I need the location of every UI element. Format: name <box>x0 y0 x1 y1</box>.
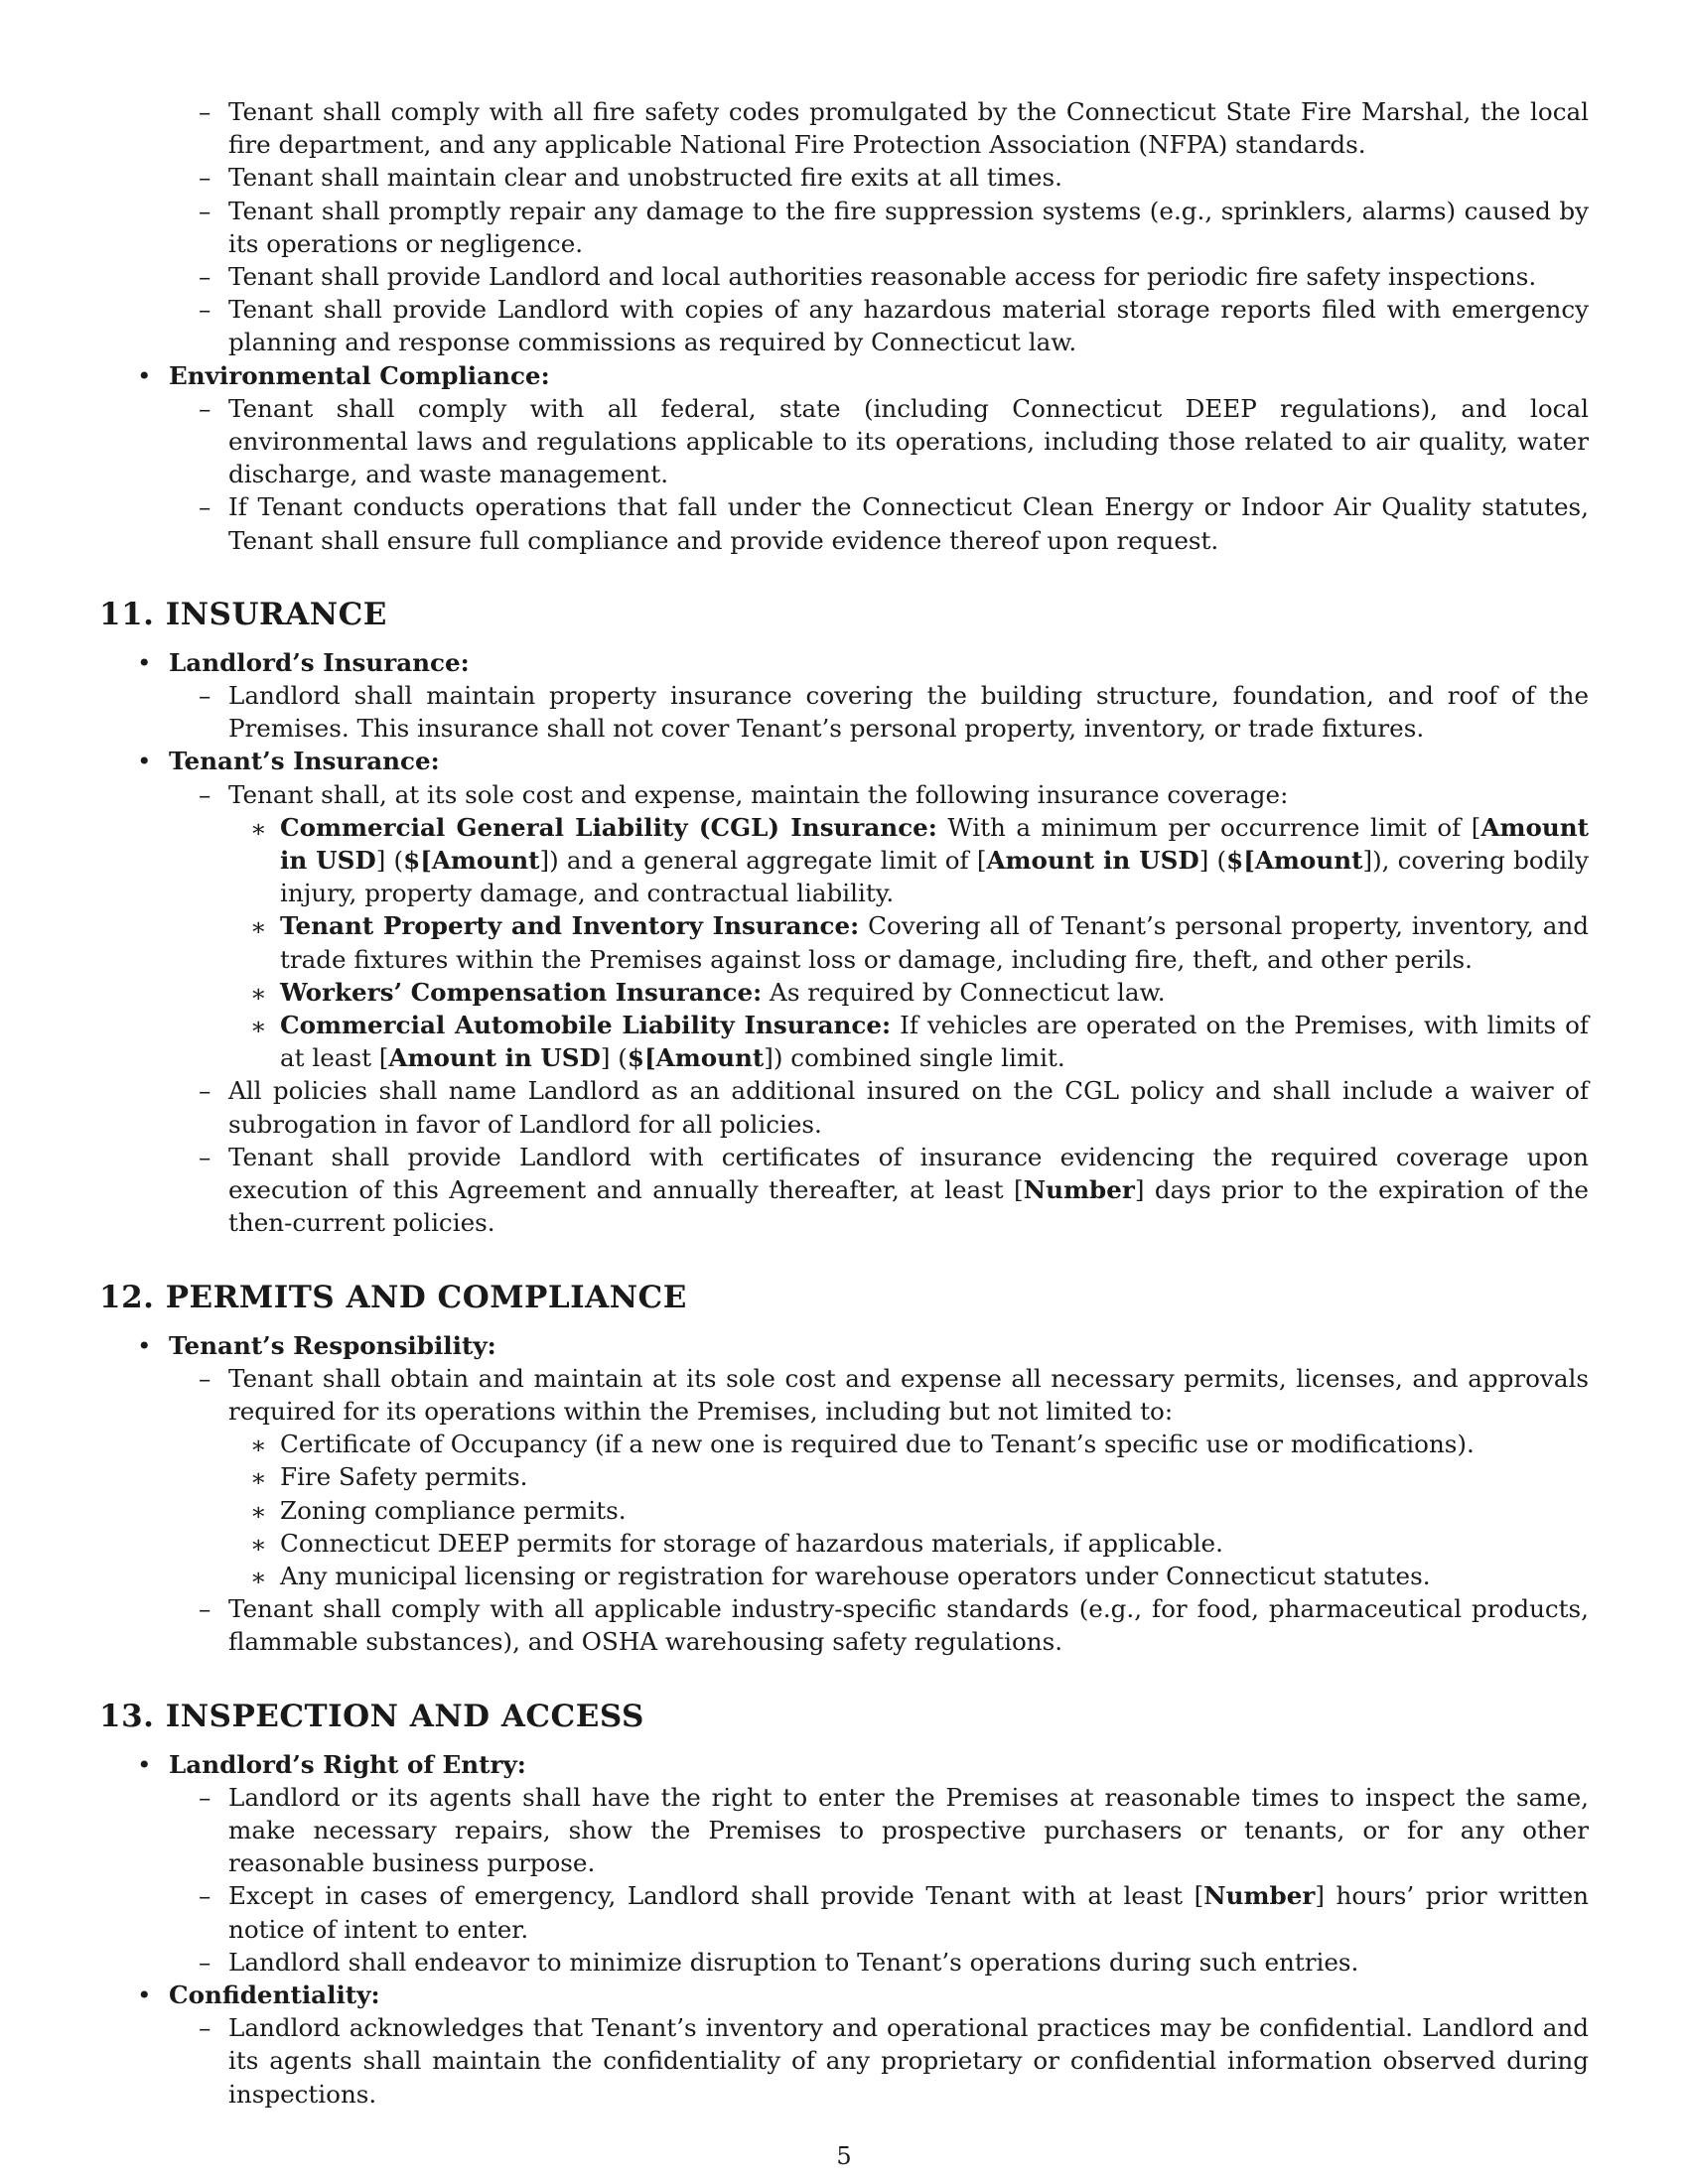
confidentiality-item: – Landlord acknowledges that Tenant’s inventory and operational practices may be confidential. Landlord and its agents shall maintain the confidentiality of any proprietary or confidential information observed during inspections. <box>99 2011 1589 2111</box>
section-13-title: 13. INSPECTION AND ACCESS <box>99 1698 644 1734</box>
notice-item: – Except in cases of emergency, Landlord shall provide Tenant with at least [Number] hours’ prior written notice of intent to enter. <box>99 1879 1589 1945</box>
permits-intro: – Tenant shall obtain and maintain at its sole cost and expense all necessary permits, licenses, and approvals required for its operations within the Premises, including but not limited to: <box>99 1362 1589 1428</box>
landlord-insurance-item: – Landlord shall maintain property insurance covering the building structure, foundation, and roof of the Premises. This insurance shall not cover Tenant’s personal property, inventory, or trade fixtures. <box>99 679 1589 745</box>
tenant-property-label: Tenant Property and Inventory Insurance: <box>280 911 860 941</box>
tenant-insurance-heading: • Tenant’s Insurance: <box>99 745 1589 777</box>
env-item: – Tenant shall comply with all federal, state (including Connecticut DEEP regulations), and local environmental laws and regulations applicable to its operations, including those related to air quality, water discharge, and waste management. <box>99 392 1589 491</box>
fire-item: – Tenant shall promptly repair any damage to the fire suppression systems (e.g., sprinklers, alarms) caused by its operations or negligence. <box>99 195 1589 260</box>
auto-liability-label: Commercial Automobile Liability Insurance: <box>280 1011 892 1040</box>
fire-item: – Tenant shall maintain clear and unobstructed fire exits at all times. <box>99 161 1589 194</box>
entry-item: – Landlord or its agents shall have the right to enter the Premises at reasonable times to inspect the same, make necessary repairs, show the Premises to prospective purchasers or tenants, or for any other reasonable business purpose. <box>99 1781 1589 1880</box>
policies-item: – All policies shall name Landlord as an additional insured on the CGL policy and shall include a waiver of subrogation in favor of Landlord for all policies. <box>99 1074 1589 1140</box>
fire-item: – Tenant shall provide Landlord and local authorities reasonable access for periodic fire safety inspections. <box>99 260 1589 293</box>
cgl-label: Commercial General Liability (CGL) Insurance: <box>280 812 937 842</box>
permit-item: ∗ Connecticut DEEP permits for storage of hazardous materials, if applicable. <box>99 1527 1589 1560</box>
cgl-item: ∗ Commercial General Liability (CGL) Insurance: With a minimum per occurrence limit of [Amount in USD] ($[Amount]) and a general aggregate limit of [Amount in USD] ($[Amount]), covering bodily injury, property damage, and contractual liability. <box>99 811 1589 910</box>
landlord-insurance-heading: • Landlord’s Insurance: <box>99 646 1589 679</box>
standards-item: – Tenant shall comply with all applicable industry-specific standards (e.g., for food, pharmaceutical products, flammable substances), and OSHA warehousing safety regulations. <box>99 1592 1589 1658</box>
permit-item: ∗ Zoning compliance permits. <box>99 1494 1589 1527</box>
workers-comp-label: Workers’ Compensation Insurance: <box>280 977 763 1007</box>
tenant-responsibility-heading: • Tenant’s Responsibility: <box>99 1329 1589 1362</box>
page-number: 5 <box>836 2142 852 2170</box>
tenant-insurance-intro: – Tenant shall, at its sole cost and expense, maintain the following insurance coverage: <box>99 778 1589 811</box>
certificates-item: – Tenant shall provide Landlord with certificates of insurance evidencing the required coverage upon execution of this Agreement and annually thereafter, at least [Number] days prior to the expiration of the then-current policies. <box>99 1141 1589 1240</box>
fire-item: – Tenant shall comply with all fire safety codes promulgated by the Connecticut State Fire Marshal, the local fire department, and any applicable National Fire Protection Association (NFPA) standards. <box>99 95 1589 161</box>
permit-item: ∗ Certificate of Occupancy (if a new one is required due to Tenant’s specific use or modifications). <box>99 1428 1589 1460</box>
confidentiality-heading: • Confidentiality: <box>99 1979 1589 2011</box>
fire-item: – Tenant shall provide Landlord with copies of any hazardous material storage reports filed with emergency planning and response commissions as required by Connecticut law. <box>99 293 1589 358</box>
workers-comp-item: ∗ Workers’ Compensation Insurance: As required by Connecticut law. <box>99 976 1589 1009</box>
env-item: – If Tenant conducts operations that fall under the Connecticut Clean Energy or Indoor Air Quality statutes, Tenant shall ensure full compliance and provide evidence thereof upon request. <box>99 490 1589 556</box>
disruption-item: – Landlord shall endeavor to minimize disruption to Tenant’s operations during such entries. <box>99 1946 1589 1979</box>
section-12-title: 12. PERMITS AND COMPLIANCE <box>99 1279 687 1315</box>
permit-item: ∗ Any municipal licensing or registration for warehouse operators under Connecticut statutes. <box>99 1560 1589 1592</box>
auto-liability-item: ∗ Commercial Automobile Liability Insurance: If vehicles are operated on the Premises, with limits of at least [Amount in USD] ($[Amount]) combined single limit. <box>99 1009 1589 1074</box>
permit-item: ∗ Fire Safety permits. <box>99 1460 1589 1493</box>
section-11-title: 11. INSURANCE <box>99 596 387 632</box>
document-page <box>99 95 1589 2111</box>
right-of-entry-heading: • Landlord’s Right of Entry: <box>99 1748 1589 1781</box>
tenant-property-item: ∗ Tenant Property and Inventory Insurance: Covering all of Tenant’s personal property, inventory, and trade fixtures within the Premises against loss or damage, including fire, theft, and other perils. <box>99 909 1589 975</box>
environmental-heading: • Environmental Compliance: <box>99 359 1589 392</box>
